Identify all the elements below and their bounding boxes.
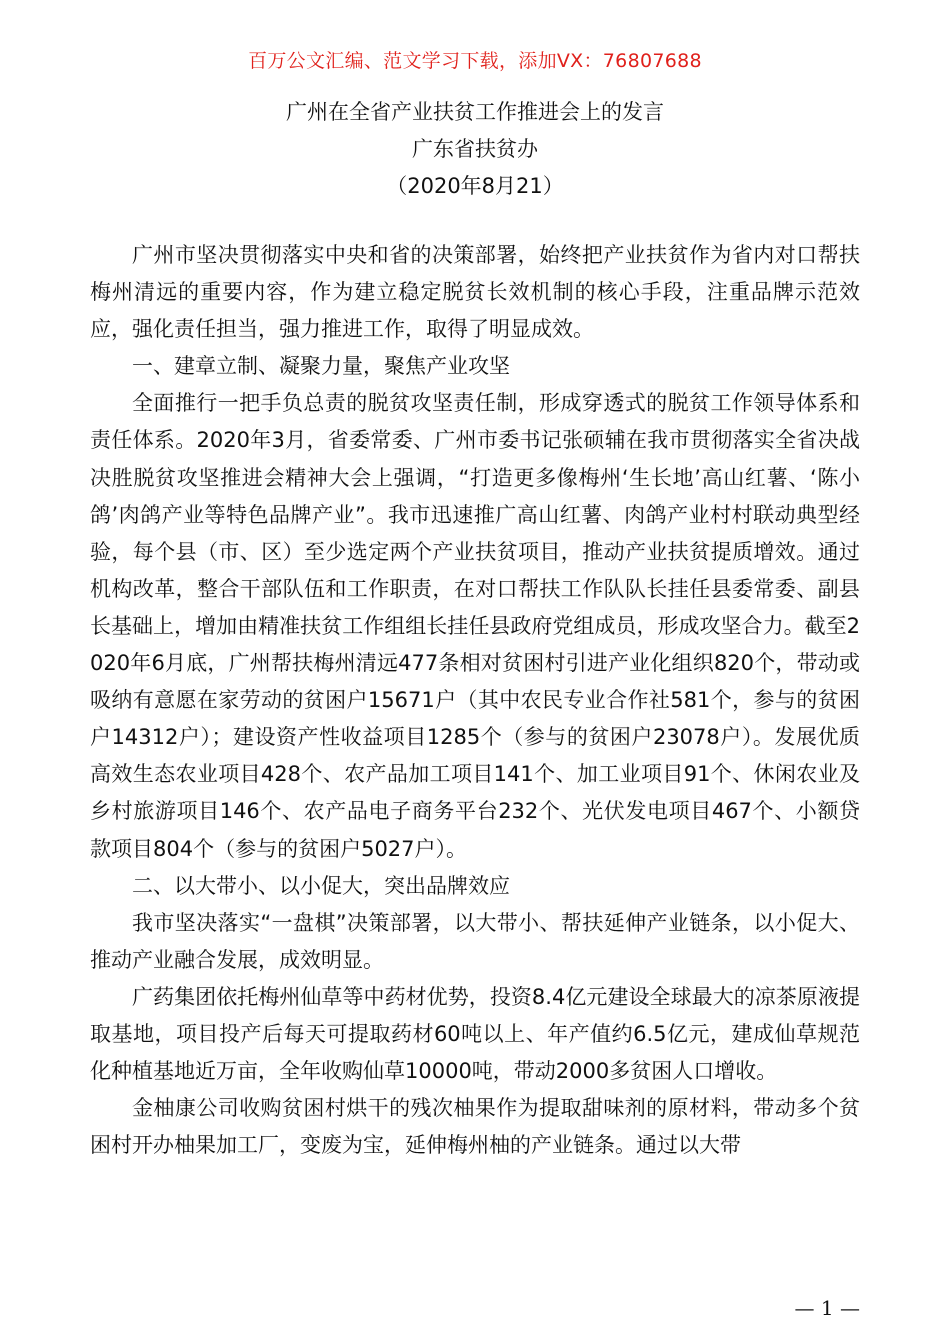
paragraph-guangyao: 广药集团依托梅州仙草等中药材优势，投资8.4亿元建设全球最大的凉茶原液提取基地，项目投产后每天可提取药材60吨以上、年产值约6.5亿元，建成仙草规范化种植基地近万亩，全年收购仙草10000吨，带动2000多贫困人口增收。 [90,984,860,1084]
document-author: 广东省扶贫办 [412,137,538,161]
paragraph-section-2-intro: 我市坚决落实“一盘棋”决策部署，以大带小、帮扶延伸产业链条，以小促大、推动产业融合发展，成效明显。 [90,910,860,972]
paragraph-intro: 广州市坚决贯彻落实中央和省的决策部署，始终把产业扶贫作为省内对口帮扶梅州清远的重要内容，作为建立稳定脱贫长效机制的核心手段，注重品牌示范效应，强化责任担当，强力推进工作，取得了明显成效。 [90,243,860,342]
title-block [0,94,950,205]
document-date: （2020年8月21） [386,174,564,198]
paragraph-section-1: 全面推行一把手负总责的脱贫攻坚责任制，形成穿透式的脱贫工作领导体系和责任体系。2020年3月，省委常委、广州市委书记张硕辅在我市贯彻落实全省决战决胜脱贫攻坚推进会精神大会上强调，“打造更多像梅州‘生长地’高山红薯、‘陈小鸽’肉鸽产业等特色品牌产业”。我市迅速推广高山红薯、肉鸽产业村村联动典型经验，每个县（市、区）至少选定两个产业扶贫项目，推动产业扶贫提质增效。通过机构改革，整合干部队伍和工作职责，在对口帮扶工作队队长挂任县委常委、副县长基础上，增加由精准扶贫工作组组长挂任县政府党组成员，形成攻坚合力。截至2020年6月底，广州帮扶梅州清远477条相对贫困村引进产业化组织820个，带动或吸纳有意愿在家劳动的贫困户15671户（其中农民专业合作社581个，参与的贫困户14312户）；建设资产性收益项目1285个（参与的贫困户23078户）。发展优质高效生态农业项目428个、农产品加工项目141个、加工业项目91个、休闲农业及乡村旅游项目146个、农产品电子商务平台232个、光伏发电项目467个、小额贷款项目804个（参与的贫困户5027户）。 [90,391,860,861]
paragraph-jinyoukang: 金柚康公司收购贫困村烘干的残次柚果作为提取甜味剂的原材料，带动多个贫困村开办柚果加工厂，变废为宝，延伸梅州柚的产业链条。通过以大带 [90,1096,860,1158]
section-heading-2: 二、以大带小、以小促大，突出品牌效应 [132,873,510,898]
document-body [90,237,860,1164]
watermark-text: 百万公文汇编、范文学习下载，添加VX：76807688 [248,50,702,72]
document-title: 广州在全省产业扶贫工作推进会上的发言 [286,100,664,124]
page-number: — 1 — [794,1296,860,1320]
section-heading-1: 一、建章立制、凝聚力量，聚焦产业攻坚 [132,354,510,379]
